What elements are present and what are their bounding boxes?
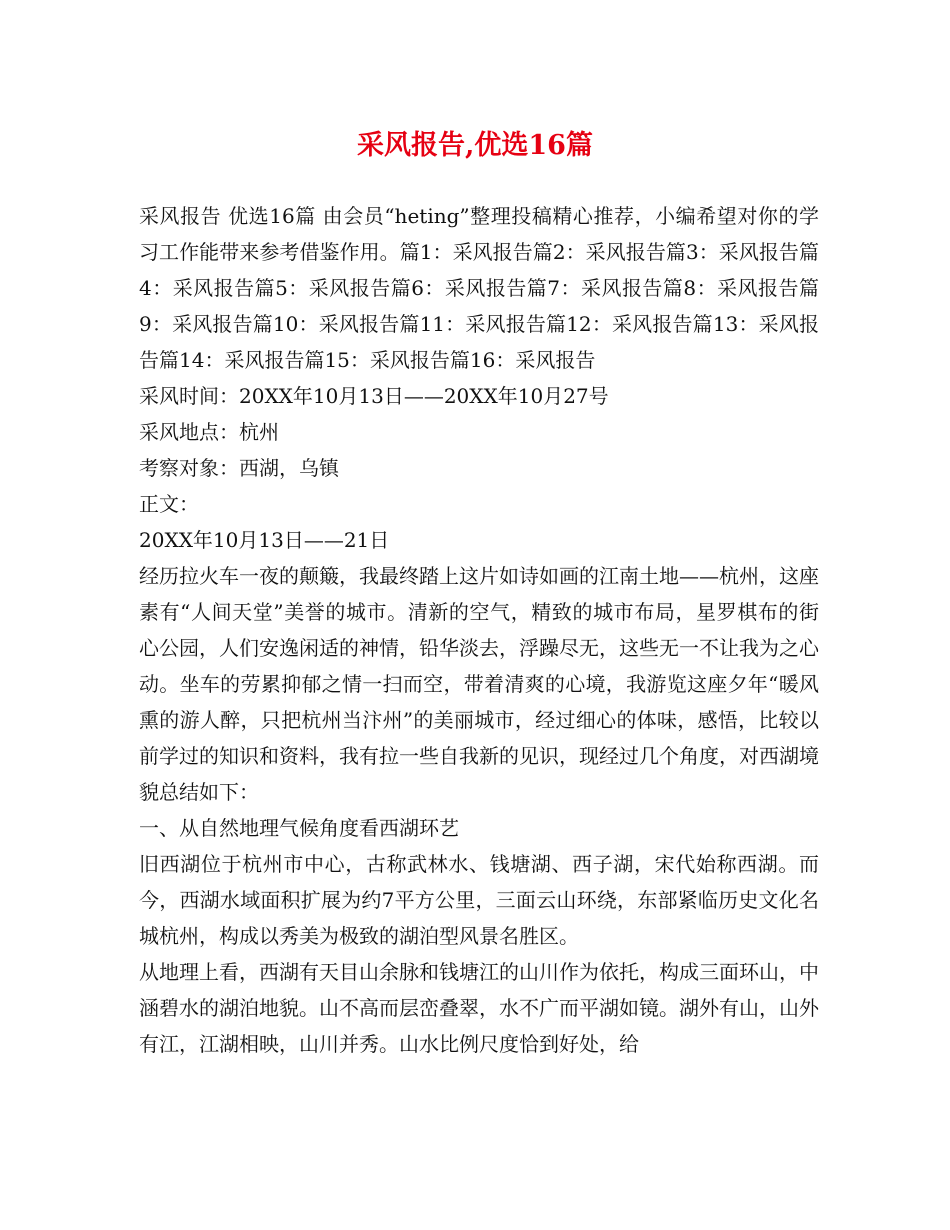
paragraph-date-range: 20XX年10月13日——21日 [139,528,390,552]
document-body [139,198,819,1062]
paragraph-intro: 采风报告 优选16篇 由会员“heting”整理投稿精心推荐，小编希望对你的学习工作能带来参考借鉴作用。篇1：采风报告篇2：采风报告篇3：采风报告篇4：采风报告篇5：采风报告篇6：采风报告篇7：采风报告篇8：采风报告篇9：采风报告篇10：采风报告篇11：采风报告篇12：采风报告篇13：采风报告篇14：采风报告篇15：采风报告篇16：采风报告 [139,204,819,372]
paragraph-subject: 考察对象：西湖，乌镇 [139,456,339,480]
paragraph-geography: 从地理上看，西湖有天目山余脉和钱塘江的山川作为依托，构成三面环山，中涵碧水的湖泊地貌。山不高而层峦叠翠，水不广而平湖如镜。湖外有山，山外有江，江湖相映，山川并秀。山水比例尺度恰到好处，给 [139,960,819,1056]
section-heading: 一、从自然地理气候角度看西湖环艺 [139,816,459,840]
document-title: 采风报告,优选16篇 [357,130,593,161]
paragraph-location: 采风地点：杭州 [139,420,279,444]
paragraph-time: 采风时间：20XX年10月13日——20XX年10月27号 [139,384,609,408]
paragraph-main-label: 正文： [139,492,199,516]
paragraph-west-lake: 旧西湖位于杭州市中心，古称武林水、钱塘湖、西子湖，宋代始称西湖。而今，西湖水域面积扩展为约7平方公里，三面云山环绕，东部紧临历史文化名城杭州，构成以秀美为极致的湖泊型风景名胜区。 [139,852,819,948]
paragraph-narrative: 经历拉火车一夜的颠簸，我最终踏上这片如诗如画的江南土地——杭州，这座素有“人间天堂”美誉的城市。清新的空气，精致的城市布局，星罗棋布的街心公园，人们安逸闲适的神情，铅华淡去，浮躁尽无，这些无一不让我为之心动。坐车的劳累抑郁之情一扫而空，带着清爽的心境，我游览这座夕年“暖风熏的游人醉，只把杭州当汴州”的美丽城市，经过细心的体味，感悟，比较以前学过的知识和资料，我有拉一些自我新的见识，现经过几个角度，对西湖境貌总结如下： [139,564,819,804]
